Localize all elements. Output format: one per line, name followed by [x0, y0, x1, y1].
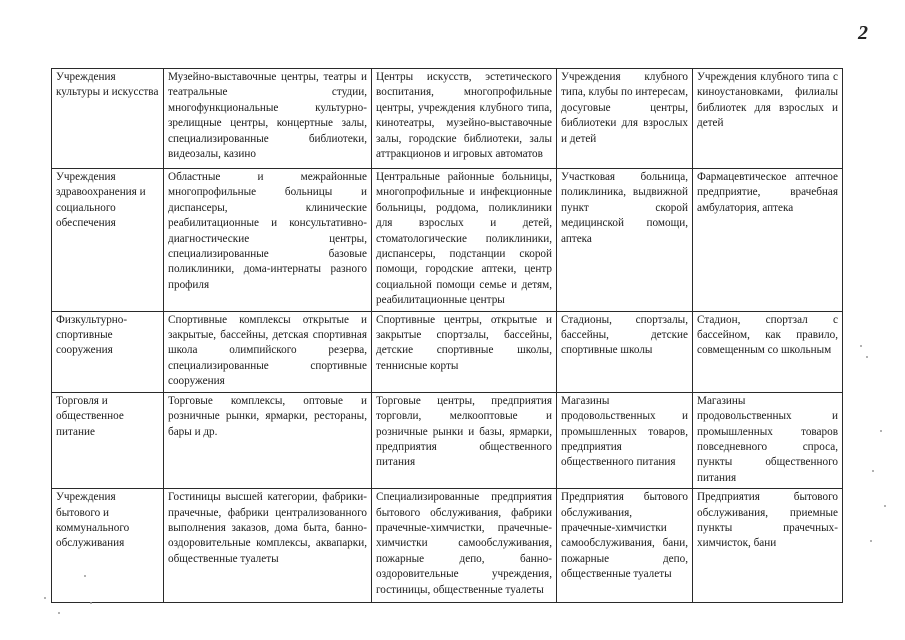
scan-speck	[90, 602, 92, 604]
table-cell: Магазины продовольственных и промышленных товаров, предприятия общественного питания	[557, 392, 693, 488]
category-cell: Учреждения бытового и коммунального обслуживания	[52, 489, 164, 603]
table-cell: Специализированные предприятия бытового обслуживания, фабрики прачечные-химчистки, прачечные-химчистки самообслуживания, пожарные депо, банно-оздоровительные учреждения, гостиницы, общественные туалеты	[372, 489, 557, 603]
table-cell: Спортивные центры, открытые и закрытые спортзалы, бассейны, детские спортивные школы, теннисные корты	[372, 311, 557, 392]
scan-speck	[884, 505, 886, 507]
table-cell: Предприятия бытового обслуживания, прачечные-химчистки самообслуживания, бани, пожарные депо, общественные туалеты	[557, 489, 693, 603]
category-cell: Физкультурно-спортивные сооружения	[52, 311, 164, 392]
table-cell: Участковая больница, поликлиника, выдвижной пункт скорой медицинской помощи, аптека	[557, 169, 693, 312]
table-cell: Торговые центры, предприятия торговли, мелкооптовые и розничные рынки и базы, ярмарки, предприятия общественного питания	[372, 392, 557, 488]
table-cell: Областные и межрайонные многопрофильные больницы и диспансеры, клинические реабилитационные и консультативно-диагностические центры, специализированные базовые поликлиники, дома-интернаты разного профиля	[164, 169, 372, 312]
table-cell: Спортивные комплексы открытые и закрытые, бассейны, детская спортивная школа олимпийского резерва, специализированные спортивные сооружения	[164, 311, 372, 392]
table-cell: Музейно-выставочные центры, театры и театральные студии, многофункциональные культурно-зрелищные центры, концертные залы, специализированные библиотеки, видеозалы, казино	[164, 69, 372, 169]
table-row	[52, 489, 843, 603]
table-cell: Стадион, спортзал с бассейном, как правило, совмещенным со школьным	[693, 311, 843, 392]
category-cell: Учреждения здравоохранения и социального обеспечения	[52, 169, 164, 312]
table-cell: Учреждения клубного типа, клубы по интересам, досуговые центры, библиотеки для взрослых и детей	[557, 69, 693, 169]
table-cell: Центральные районные больницы, многопрофильные и инфекционные больницы, роддома, поликлиники для взрослых и детей, стоматологические поликлиники, диспансеры, подстанции скорой помощи, городские аптеки, центр социальной помощи семье и детям, реабилитационные центры	[372, 169, 557, 312]
table-row	[52, 69, 843, 169]
scan-speck	[44, 597, 46, 599]
table-row	[52, 392, 843, 488]
category-cell: Торговля и общественное питание	[52, 392, 164, 488]
table-row	[52, 311, 843, 392]
table-cell: Учреждения клубного типа с киноустановками, филиалы библиотек для взрослых и детей	[693, 69, 843, 169]
scan-speck	[84, 575, 86, 577]
facilities-table	[51, 68, 843, 603]
scan-speck	[872, 470, 874, 472]
table-cell: Стадионы, спортзалы, бассейны, детские спортивные школы	[557, 311, 693, 392]
table-cell: Центры искусств, эстетического воспитания, многопрофильные центры, учреждения клубного типа, кинотеатры, музейно-выставочные залы, городские библиотеки, залы аттракционов и игровых автоматов	[372, 69, 557, 169]
category-cell: Учреждения культуры и искусства	[52, 69, 164, 169]
scan-speck	[880, 430, 882, 432]
scan-speck	[58, 612, 60, 614]
table-row	[52, 169, 843, 312]
scan-speck	[860, 345, 862, 347]
table-cell: Торговые комплексы, оптовые и розничные рынки, ярмарки, рестораны, бары и др.	[164, 392, 372, 488]
table-cell: Магазины продовольственных и промышленных товаров повседневного спроса, пункты общественного питания	[693, 392, 843, 488]
page-number: 2	[858, 22, 868, 44]
table-cell: Гостиницы высшей категории, фабрики-прачечные, фабрики централизованного выполнения заказов, дома быта, банно-оздоровительные комплексы, аквапарки, общественные туалеты	[164, 489, 372, 603]
table-cell: Предприятия бытового обслуживания, приемные пункты прачечных-химчисток, бани	[693, 489, 843, 603]
scan-speck	[870, 540, 872, 542]
table-cell: Фармацевтическое аптечное предприятие, врачебная амбулатория, аптека	[693, 169, 843, 312]
scan-speck	[866, 356, 868, 358]
